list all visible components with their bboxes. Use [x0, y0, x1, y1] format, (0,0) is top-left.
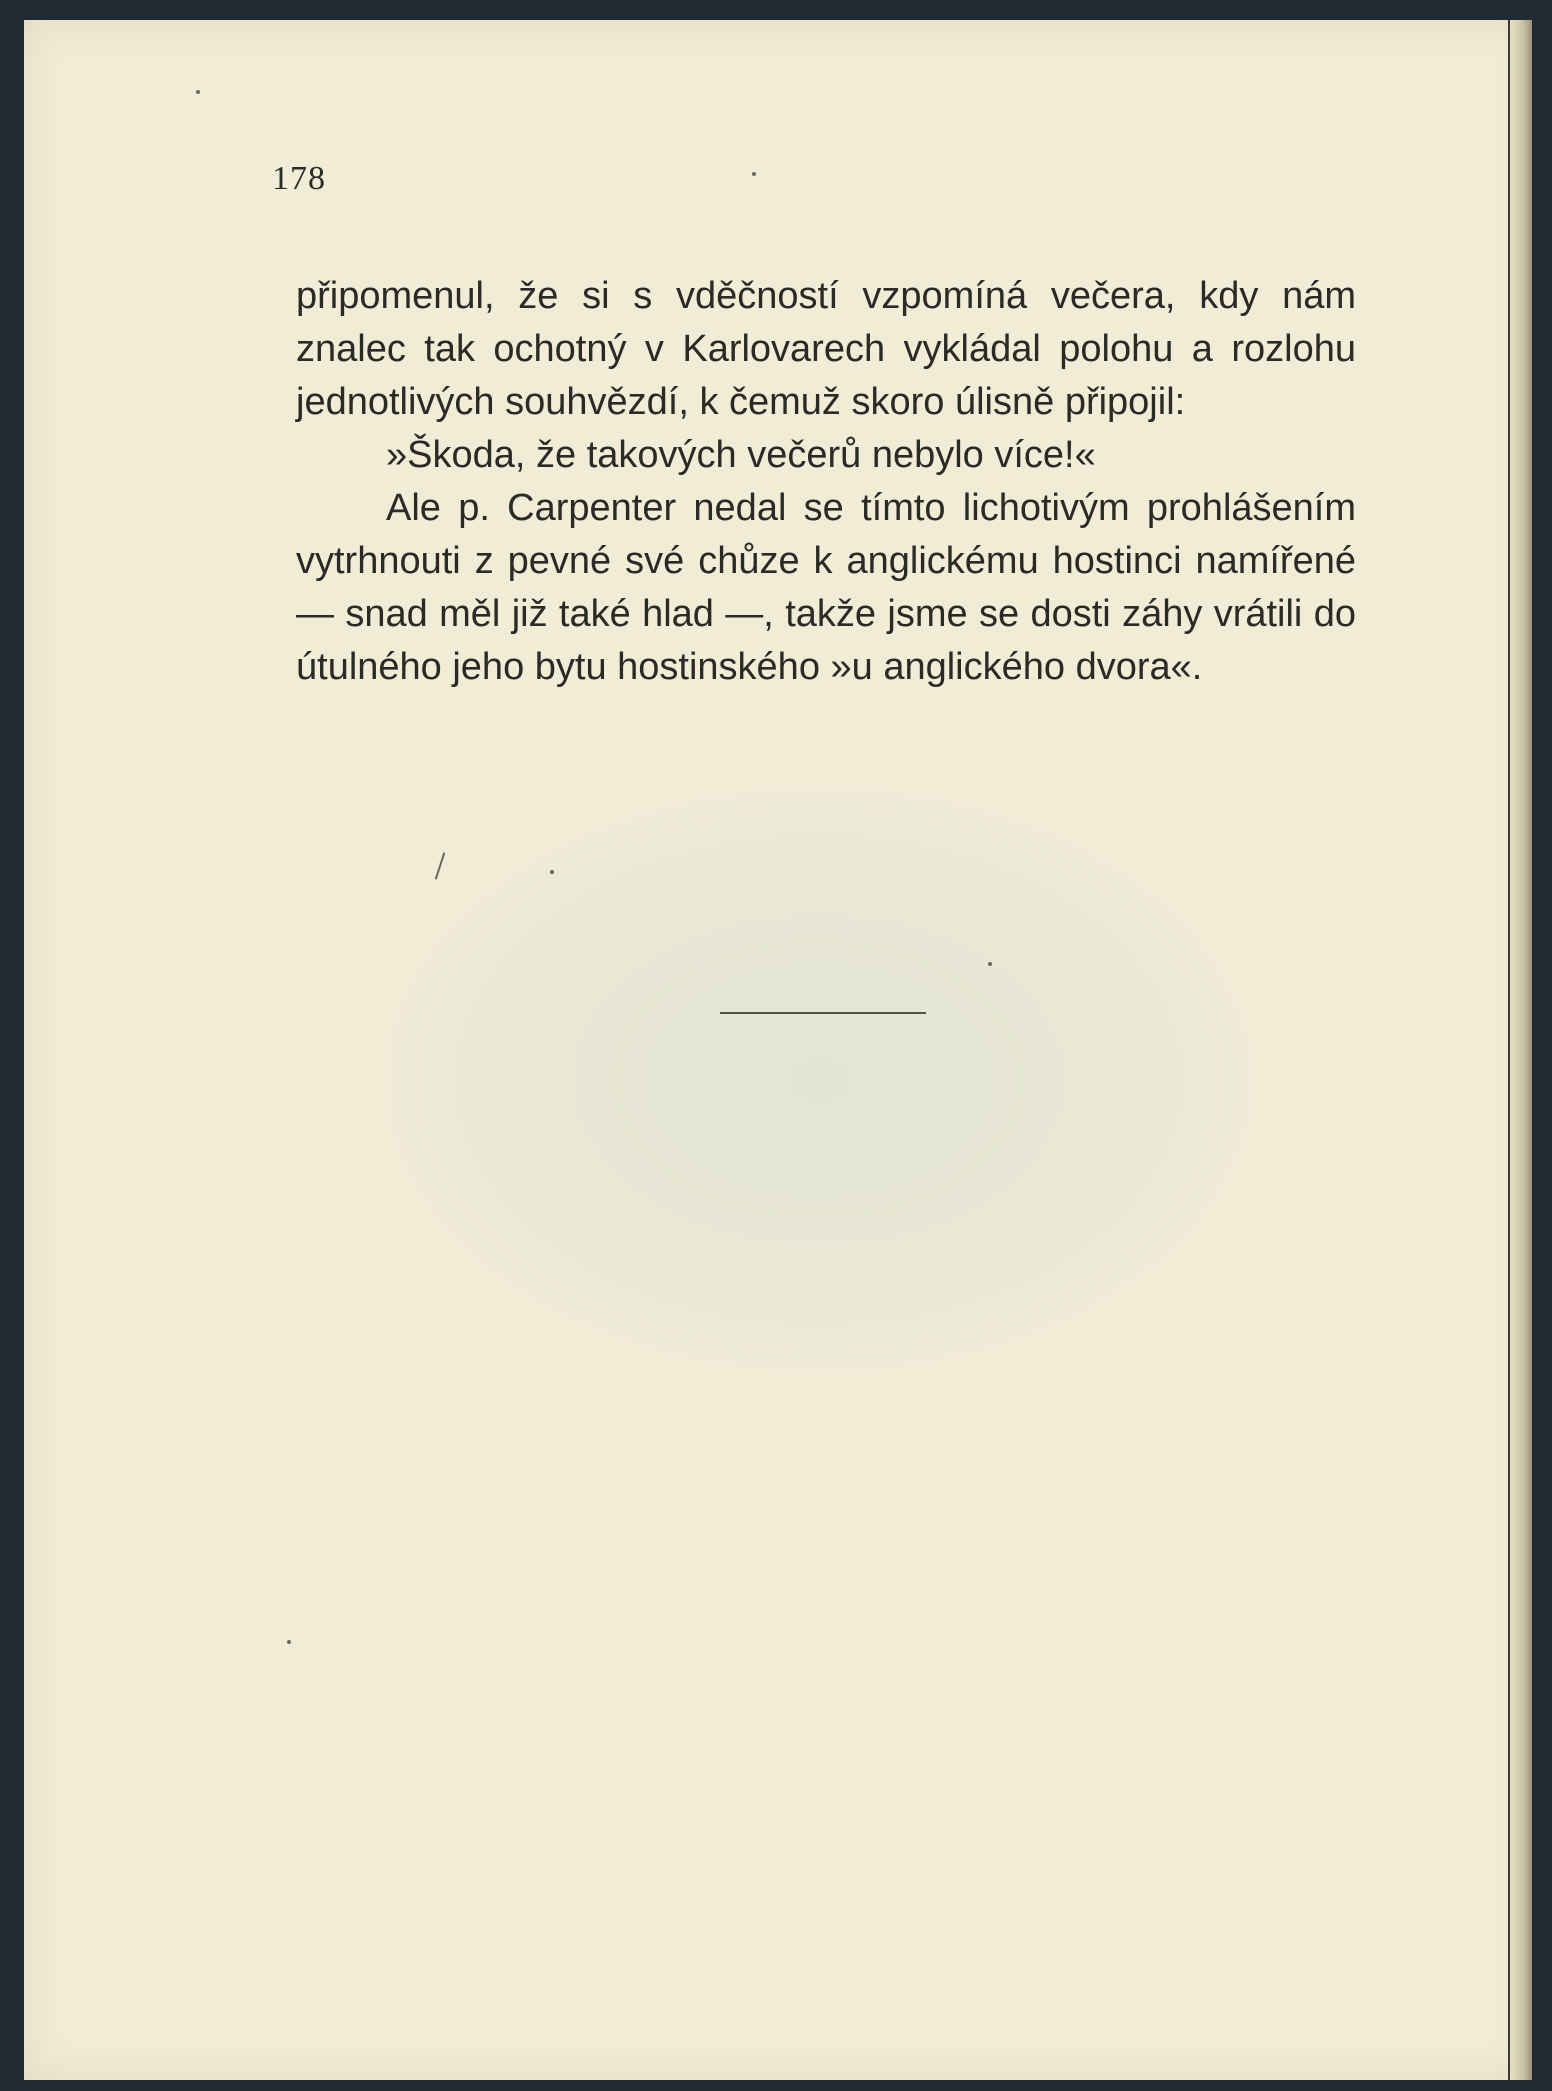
paragraph-carpenter: Ale p. Carpenter nedal se tímto lichotivým prohlášením vytrhnouti z pevné své chůze k anglickému hostinci namířené — snad měl již také hlad —, takže jsme se dosti záhy vrátili do útulného jeho bytu hostinského »u anglického dvora«. [296, 487, 1356, 688]
page-binding-edge [1508, 20, 1532, 2080]
paper-speck [287, 1640, 291, 1644]
paper-speck [550, 870, 554, 874]
paper-speck [752, 172, 756, 176]
body-text [296, 270, 1356, 694]
section-end-rule [720, 1012, 926, 1014]
bleed-through-stain [374, 780, 1264, 1380]
pen-mark [435, 852, 446, 879]
paper-speck [196, 90, 200, 94]
paper-speck [988, 962, 992, 966]
paragraph-quote: »Škoda, že takových večerů nebylo více!« [386, 434, 1096, 476]
paragraph-continuation: připomenul, že si s vděčností vzpomíná večera, kdy nám znalec tak ochotný v Karlovarech vykládal polohu a rozlohu jednotlivých souhvězdí, k čemuž skoro úlisně připojil: [296, 275, 1356, 423]
page-number: 178 [272, 160, 326, 197]
book-page [24, 20, 1532, 2080]
